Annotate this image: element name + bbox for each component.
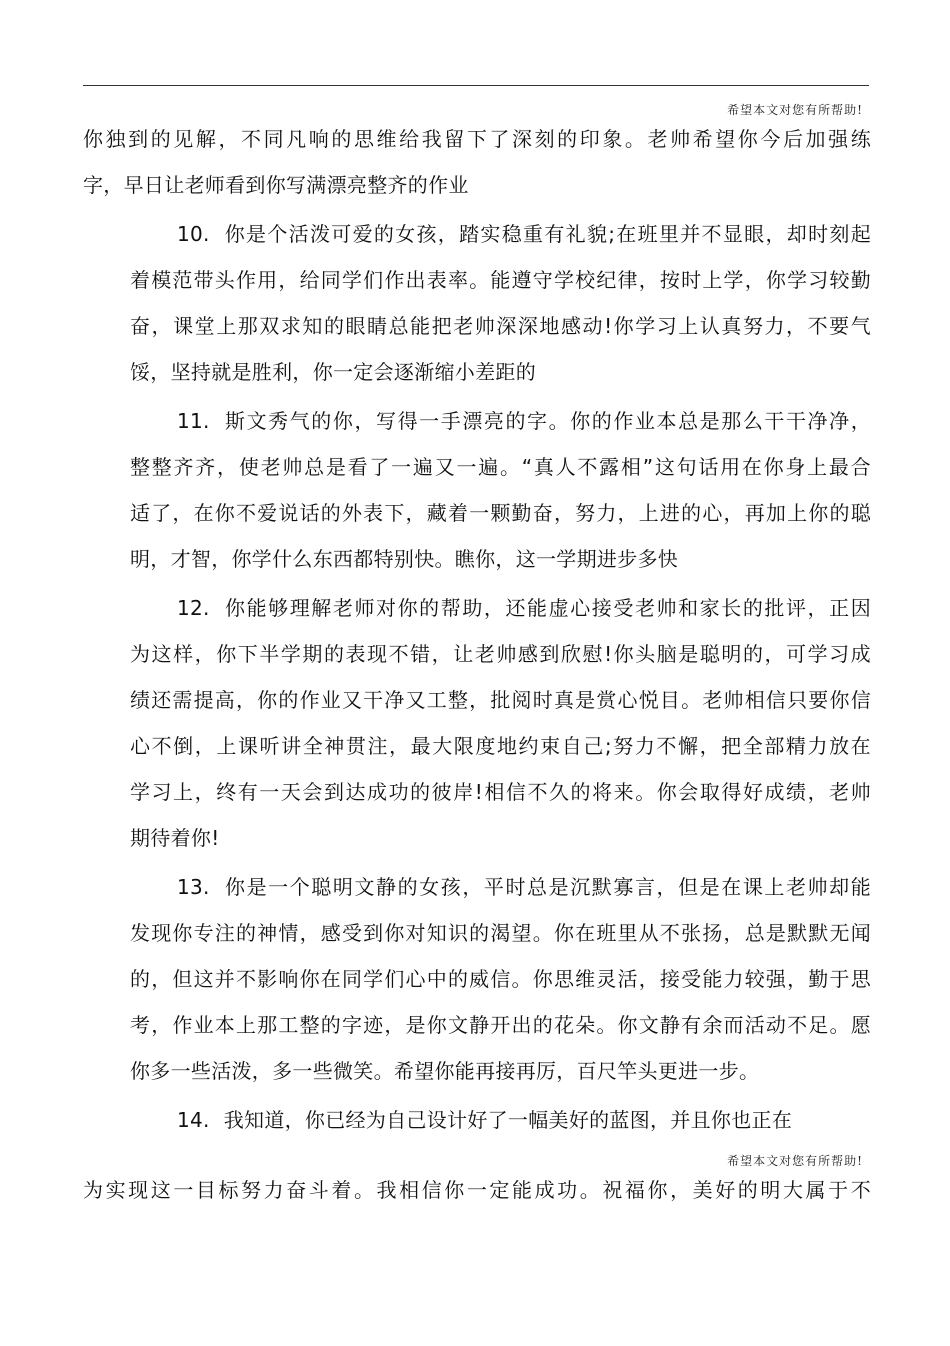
- paragraph-line: 发现你专注的神情，感受到你对知识的渴望。你在班里从不张扬，总是默默无闻: [130, 921, 871, 945]
- next-page-paragraph: [83, 1167, 871, 1213]
- header-note: 希望本文对您有所帮助!: [727, 103, 863, 117]
- paragraph-line: 考，作业本上那工整的字迹，是你文静开出的花朵。你文静有余而活动不足。愿: [130, 1013, 871, 1037]
- paragraph-line: 明，才智，你学什么东西都特别快。瞧你，这一学期进步多快: [130, 547, 679, 571]
- item-number: 10.: [177, 222, 210, 246]
- next-page-body: [83, 1167, 871, 1213]
- paragraph-line: 的，但这并不影响你在同学们心中的威信。你思维灵活，接受能力较强，勤于思: [130, 967, 871, 991]
- paragraph-line: 字，早日让老师看到你写满漂亮整齐的作业: [83, 173, 469, 197]
- paragraph-line: 整整齐齐，使老帅总是看了一遍又一遍。“真人不露相”这句话用在你身上最合: [130, 455, 871, 479]
- header-note-next-page: 希望本文对您有所帮助!: [727, 1154, 863, 1168]
- item-number: 13.: [177, 875, 210, 899]
- comment-item-13: [83, 864, 871, 1094]
- item-number: 12.: [177, 596, 210, 620]
- paragraph-line: 你是一个聪明文静的女孩，平时总是沉默寡言，但是在课上老帅却能: [223, 875, 871, 899]
- header-rule: [83, 85, 869, 86]
- comment-item-10: [83, 211, 871, 395]
- paragraph-line: 适了，在你不爱说话的外表下，藏着一颗勤奋，努力，上进的心，再加上你的聪: [130, 501, 871, 525]
- paragraph-line: 我知道，你已经为自己设计好了一幅美好的蓝图，并且你也正在: [223, 1108, 793, 1132]
- paragraph-line: 着模范带头作用，给同学们作出表率。能遵守学校纪律，按时上学，你学习较勤: [130, 268, 871, 292]
- comment-item-11: [83, 398, 871, 582]
- paragraph-line: 你独到的见解，不同凡响的思维给我留下了深刻的印象。老帅希望你今后加强练: [83, 127, 871, 151]
- item-number: 11.: [177, 409, 210, 433]
- item-number: 14.: [177, 1108, 210, 1132]
- paragraph-line: 为这样，你下半学期的表现不错，让老帅感到欣慰!你头脑是聪明的，可学习成: [130, 642, 871, 666]
- page-body: [83, 116, 871, 1143]
- comment-item-14: [83, 1097, 871, 1143]
- continued-paragraph: [83, 116, 871, 208]
- paragraph-line: 馁，坚持就是胜利，你一定会逐渐缩小差距的: [130, 360, 536, 384]
- paragraph-line: 期待着你!: [130, 826, 220, 850]
- paragraph-line: 你是个活泼可爱的女孩，踏实稳重有礼貌;在班里并不显眼，却时刻起: [223, 222, 871, 246]
- comment-item-12: [83, 585, 871, 861]
- paragraph-line: 绩还需提高，你的作业又干净又工整，批阅时真是赏心悦目。老帅相信只要你信: [130, 688, 871, 712]
- paragraph-line: 为实现这一目标努力奋斗着。我相信你一定能成功。祝福你，美好的明大属于不: [83, 1178, 871, 1202]
- paragraph-line: 心不倒，上课听讲全神贯注，最大限度地约束自己;努力不懈，把全部精力放在: [130, 734, 871, 758]
- paragraph-line: 斯文秀气的你，写得一手漂亮的字。你的作业本总是那么干干净净，: [223, 409, 871, 433]
- paragraph-line: 你能够理解老师对你的帮助，还能虚心接受老帅和家长的批评，正因: [223, 596, 871, 620]
- paragraph-line: 学习上，终有一天会到达成功的彼岸!相信不久的将来。你会取得好成绩，老帅: [130, 780, 871, 804]
- paragraph-line: 奋，课堂上那双求知的眼睛总能把老帅深深地感动!你学习上认真努力，不要气: [130, 314, 871, 338]
- paragraph-line: 你多一些活泼，多一些微笑。希望你能再接再厉，百尺竿头更进一步。: [130, 1059, 760, 1083]
